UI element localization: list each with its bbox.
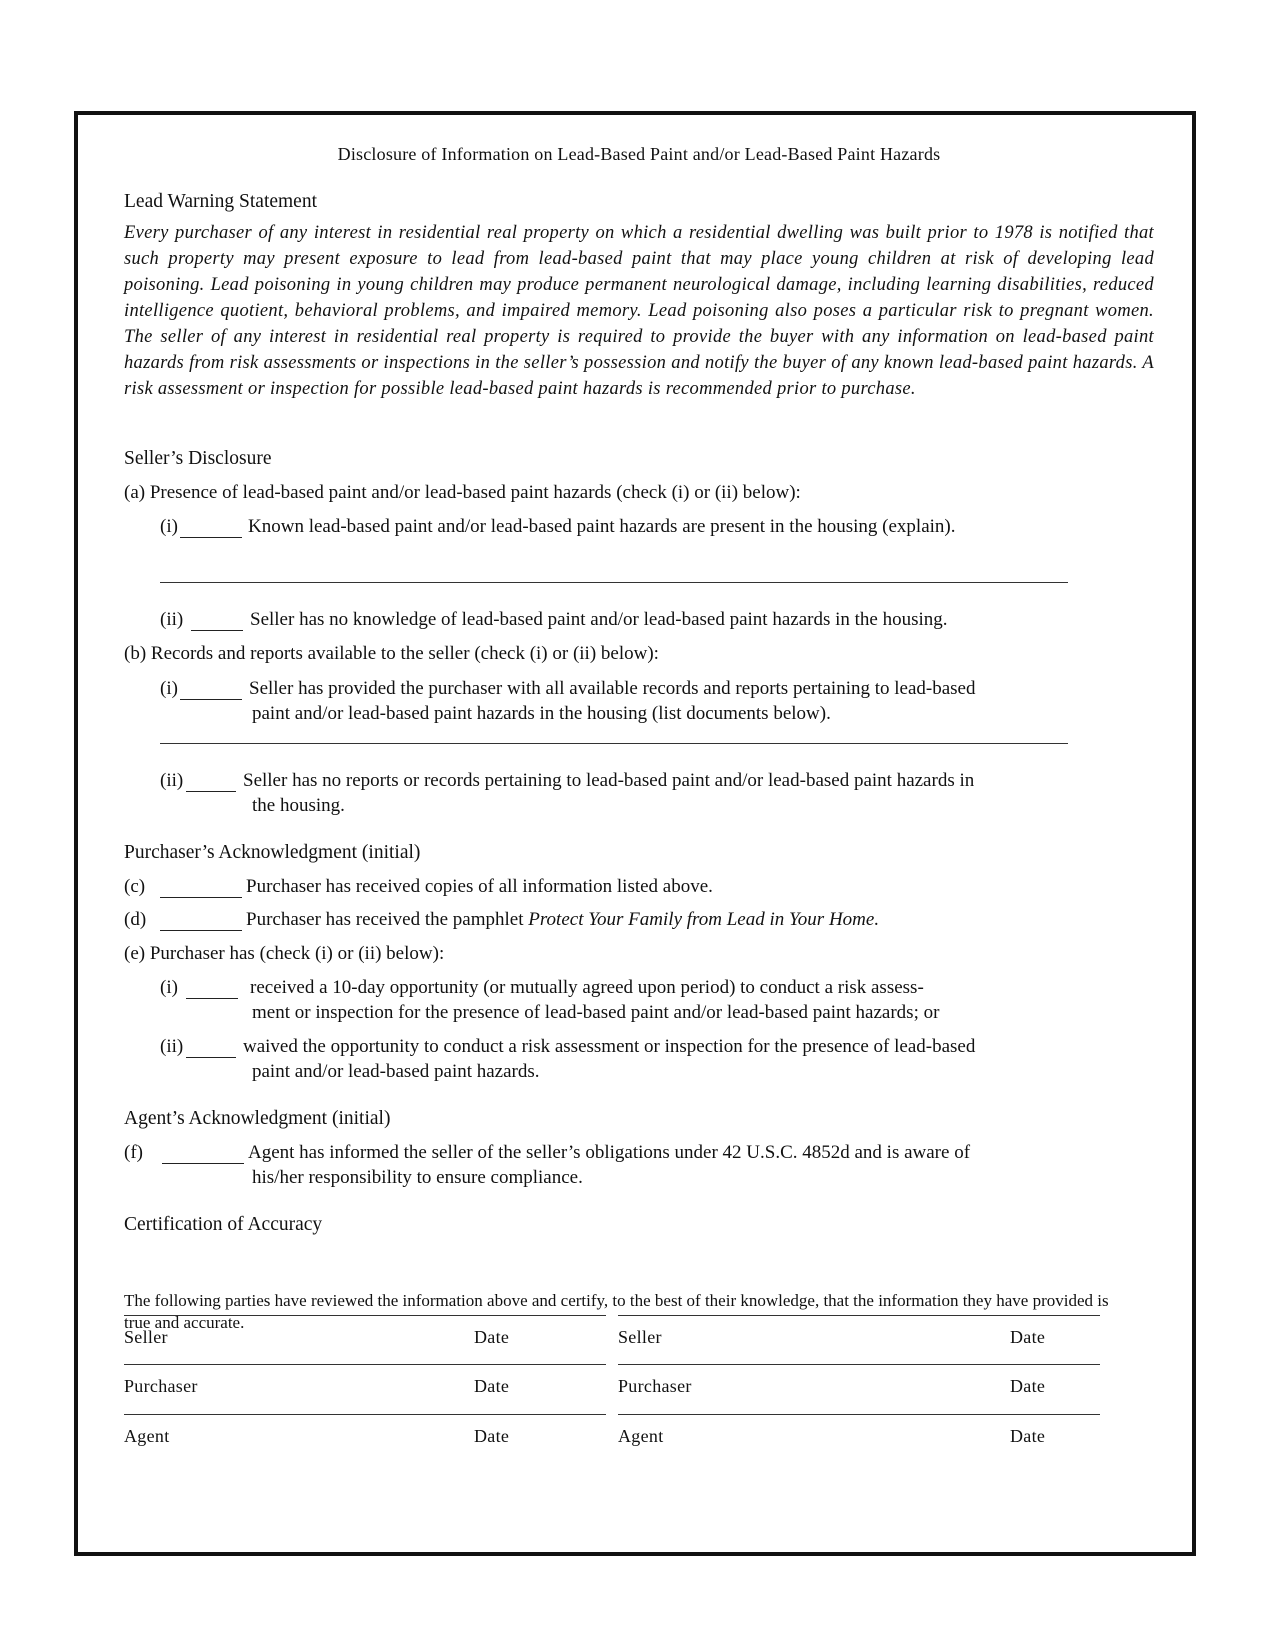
item-f-text-1: Agent has informed the seller of the seller’s obligations under 42 U.S.C. 4852d and is aware of — [248, 1142, 971, 1163]
agent-label-1: Agent — [124, 1426, 170, 1446]
documents-line[interactable] — [160, 743, 1068, 744]
item-c-label: (c) — [124, 876, 146, 897]
item-d-text-main: Purchaser has received the pamphlet — [246, 909, 529, 930]
seller-signature-line-1[interactable] — [124, 1315, 606, 1316]
item-d-text — [246, 908, 879, 932]
item-c-initial-blank[interactable] — [160, 879, 242, 898]
item-b-text: (b) Records and reports available to the seller (check (i) or (ii) below): — [124, 643, 659, 664]
pamphlet-title: Protect Your Family from Lead in Your Home. — [528, 909, 880, 930]
item-d-label: (d) — [124, 909, 147, 930]
item-a-ii-check-blank[interactable] — [191, 612, 243, 631]
item-a-ii-text: Seller has no knowledge of lead-based paint and/or lead-based paint hazards in the housing. — [250, 609, 948, 630]
seller-date-label-1: Date — [474, 1327, 510, 1347]
item-e-i-text-1: received a 10-day opportunity (or mutually agreed upon period) to conduct a risk assess- — [250, 977, 924, 998]
seller-date-label-2: Date — [1010, 1327, 1046, 1347]
item-f-label: (f) — [124, 1142, 143, 1163]
agent-signature-line-2[interactable] — [618, 1414, 1100, 1415]
agent-date-label-2: Date — [1010, 1426, 1046, 1446]
seller-label-1: Seller — [124, 1327, 168, 1347]
certification-text: The following parties have reviewed the information above and certify, to the best of their knowledge, that the information they have provided is true and accurate. — [124, 1291, 1109, 1332]
item-a-ii-label: (ii) — [160, 609, 184, 630]
purchaser-label-2: Purchaser — [618, 1376, 692, 1396]
item-e-i-label: (i) — [160, 977, 178, 998]
purchaser-signature-line-2[interactable] — [618, 1364, 1100, 1365]
purchasers-acknowledgment-heading: Purchaser’s Acknowledgment (initial) — [124, 842, 421, 863]
purchaser-date-label-2: Date — [1010, 1376, 1046, 1396]
certification-heading: Certification of Accuracy — [124, 1214, 323, 1235]
item-a-i-check-blank[interactable] — [180, 519, 242, 538]
agent-date-label-1: Date — [474, 1426, 510, 1446]
item-e-ii-check-blank[interactable] — [186, 1039, 236, 1058]
seller-signature-line-2[interactable] — [618, 1315, 1100, 1316]
item-e-text: (e) Purchaser has (check (i) or (ii) below): — [124, 943, 445, 964]
form-title: Disclosure of Information on Lead-Based Paint and/or Lead-Based Paint Hazards — [337, 144, 941, 164]
item-b-ii-text-1: Seller has no reports or records pertaining to lead-based paint and/or lead-based paint hazards in — [243, 770, 975, 791]
item-f-initial-blank[interactable] — [162, 1145, 244, 1164]
item-c-text: Purchaser has received copies of all information listed above. — [246, 876, 713, 897]
item-a-i-text: Known lead-based paint and/or lead-based paint hazards are present in the housing (explain). — [248, 516, 956, 537]
form-frame — [74, 111, 1196, 1556]
item-a-text: (a) Presence of lead-based paint and/or lead-based paint hazards (check (i) or (ii) below): — [124, 482, 801, 503]
purchaser-signature-line-1[interactable] — [124, 1364, 606, 1365]
lead-warning-heading: Lead Warning Statement — [124, 191, 318, 212]
agent-signature-line-1[interactable] — [124, 1414, 606, 1415]
item-d-initial-blank[interactable] — [160, 912, 242, 931]
item-f-text-2: his/her responsibility to ensure compliance. — [252, 1167, 583, 1188]
item-b-i-text-1: Seller has provided the purchaser with all available records and reports pertaining to lead-based — [249, 678, 976, 699]
item-a-i-label: (i) — [160, 516, 178, 537]
item-b-i-text-2: paint and/or lead-based paint hazards in the housing (list documents below). — [252, 703, 831, 724]
item-e-ii-text-1: waived the opportunity to conduct a risk assessment or inspection for the presence of lead-based — [243, 1036, 976, 1057]
agents-acknowledgment-heading: Agent’s Acknowledgment (initial) — [124, 1108, 391, 1129]
item-b-ii-check-blank[interactable] — [186, 773, 236, 792]
item-e-i-check-blank[interactable] — [186, 980, 238, 999]
item-e-i-text-2: ment or inspection for the presence of lead-based paint and/or lead-based paint hazards; or — [252, 1002, 940, 1023]
lead-warning-text: Every purchaser of any interest in residential real property on which a residential dwelling was built prior to 1978 is notified that such property may present exposure to lead from lead-based paint that may place young children at risk of developing lead poisoning. Lead poisoning in young children may produce permanent neurological damage, including learning disabilities, reduced intelligence quotient, behavioral problems, and impaired memory. Lead poisoning also poses a particular risk to pregnant women. The seller of any interest in residential real property is required to provide the buyer with any information on lead-based paint hazards from risk assessments or inspections in the seller’s possession and notify the buyer of any known lead-based paint hazards. A risk assessment or inspection for possible lead-based paint hazards is recommended prior to purchase. — [124, 223, 1154, 399]
item-b-ii-text-2: the housing. — [252, 795, 345, 816]
item-e-ii-label: (ii) — [160, 1036, 184, 1057]
item-e-ii-text-2: paint and/or lead-based paint hazards. — [252, 1061, 540, 1082]
purchaser-label-1: Purchaser — [124, 1376, 198, 1396]
sellers-disclosure-heading: Seller’s Disclosure — [124, 448, 272, 469]
item-b-i-label: (i) — [160, 678, 178, 699]
item-b-ii-label: (ii) — [160, 770, 184, 791]
agent-label-2: Agent — [618, 1426, 664, 1446]
seller-label-2: Seller — [618, 1327, 662, 1347]
item-b-i-check-blank[interactable] — [180, 681, 242, 700]
purchaser-date-label-1: Date — [474, 1376, 510, 1396]
explain-line[interactable] — [160, 582, 1068, 583]
